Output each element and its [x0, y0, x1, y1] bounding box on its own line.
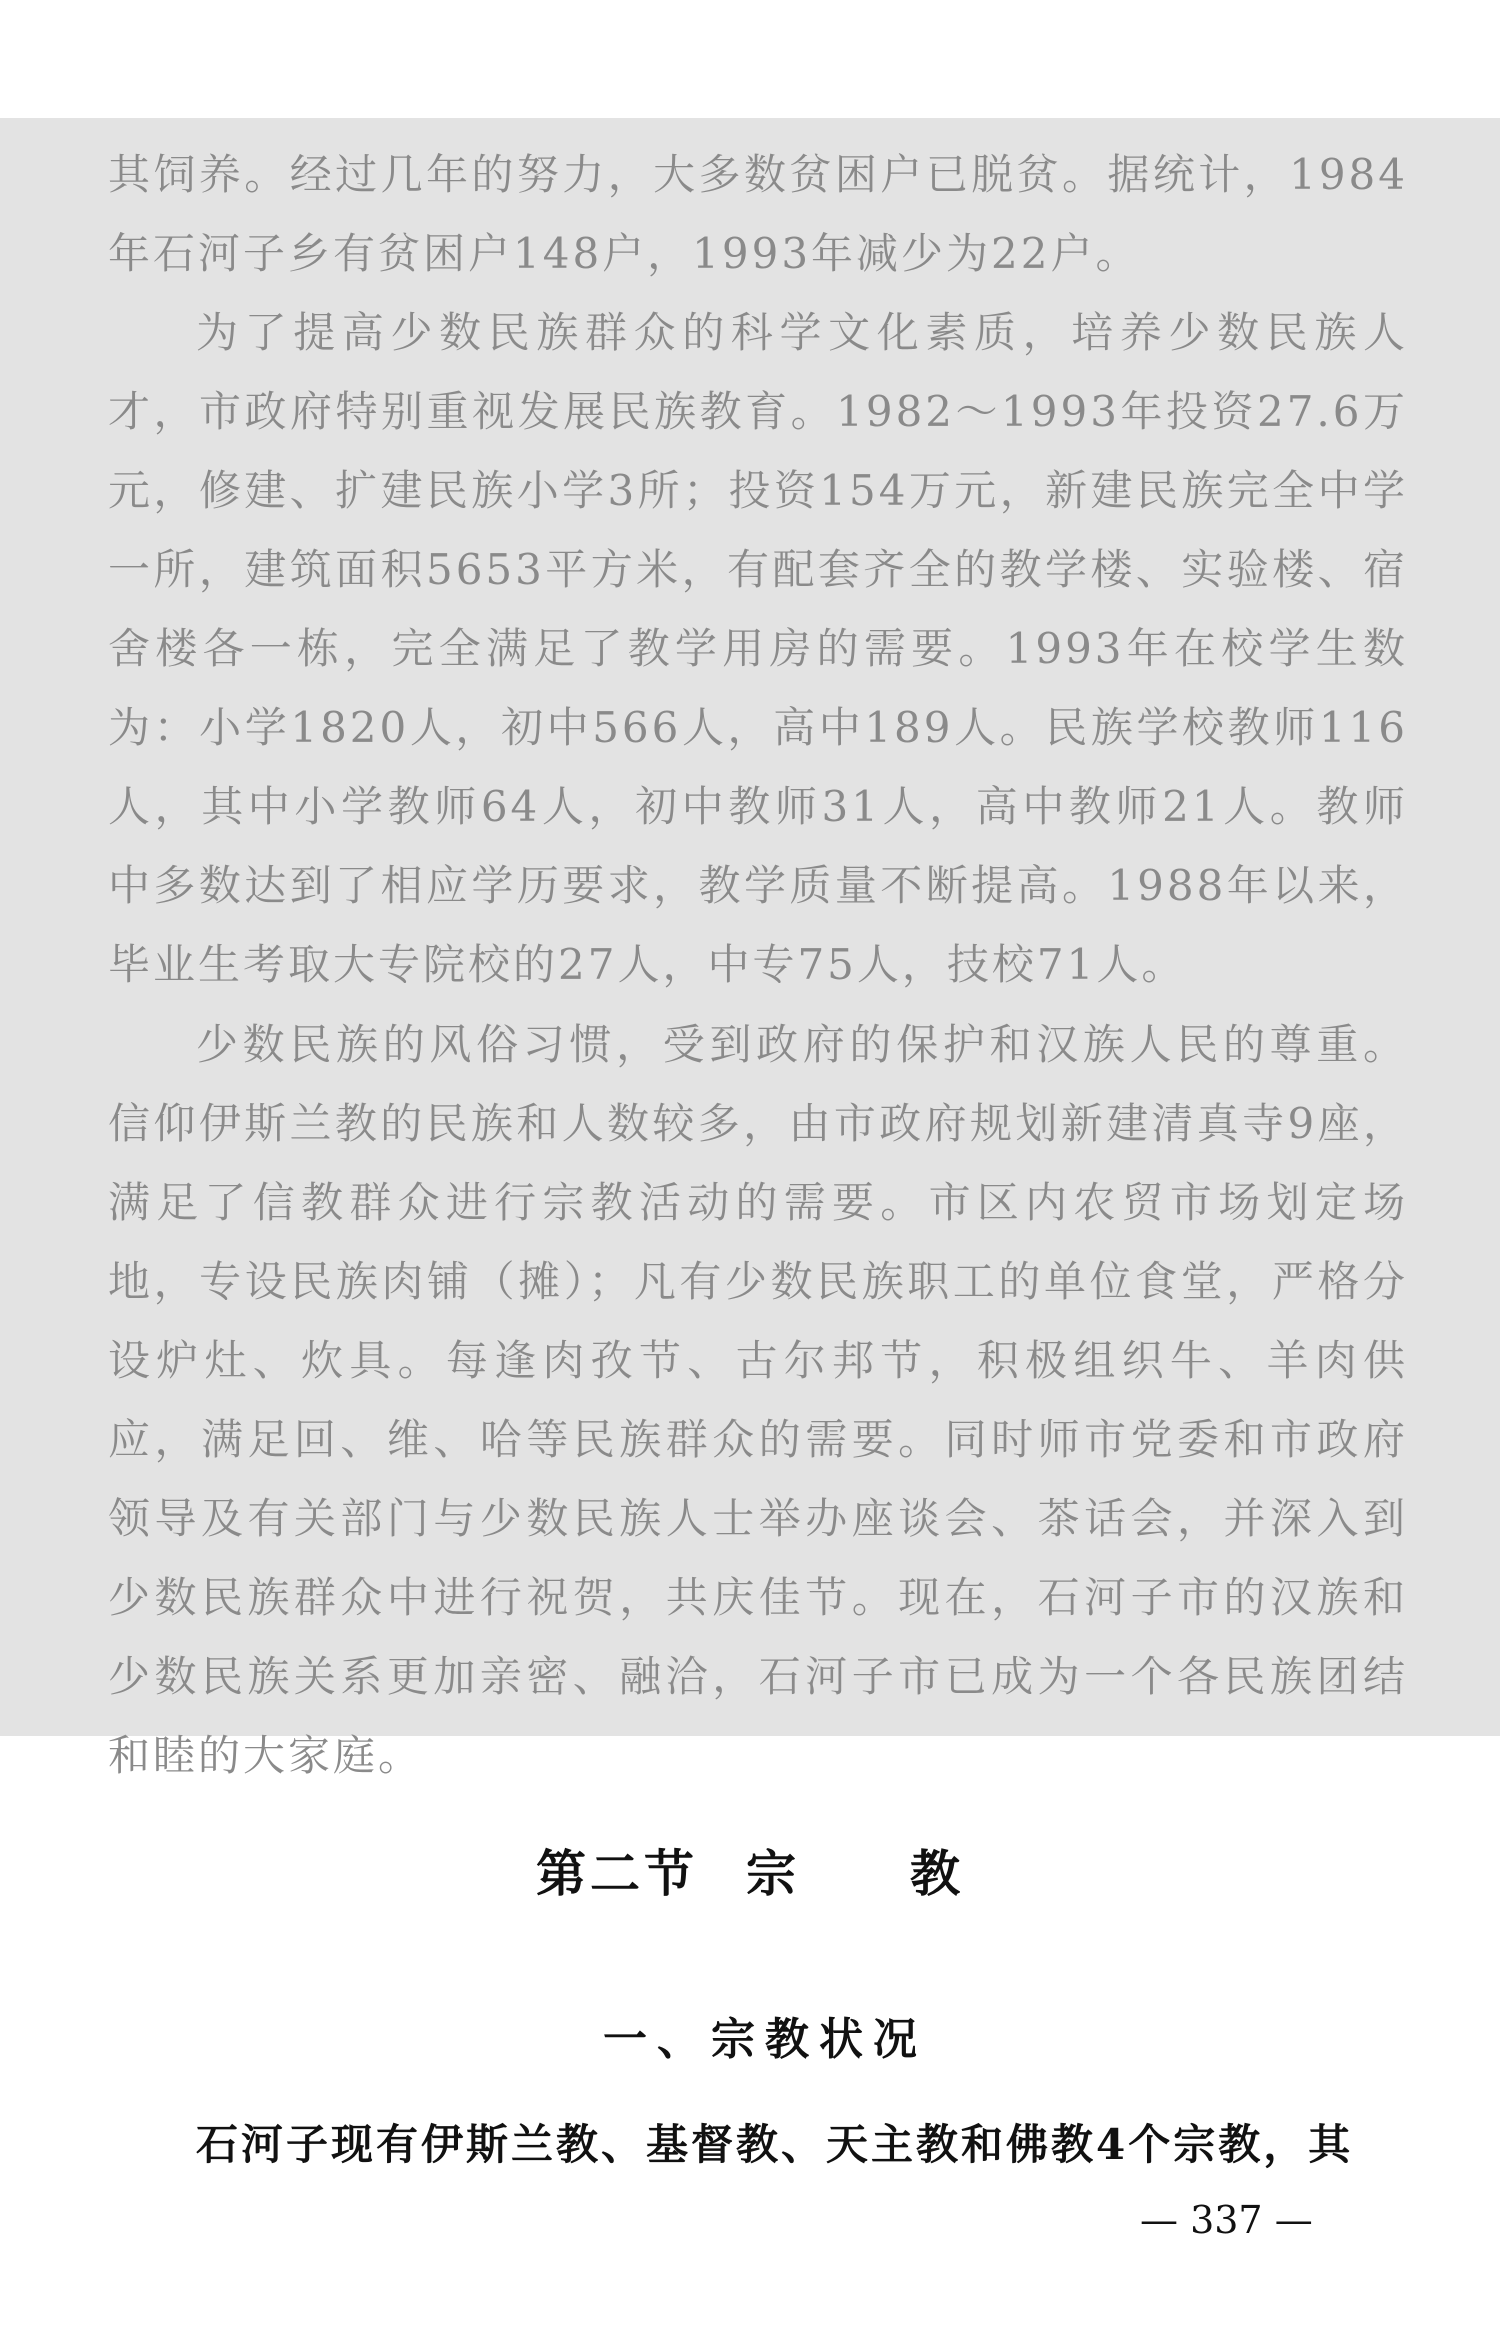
body-text-line: 石河子现有伊斯兰教、基督教、天主教和佛教4个宗教，其	[196, 2120, 1354, 2169]
paragraph-poverty: 其饲养。经过几年的努力，大多数贫困户已脱贫。据统计，1984年石河子乡有贫困户148户，1993年减少为22户。	[108, 150, 1408, 278]
section-title-char-1: 宗	[746, 1844, 800, 1903]
page-number: — 337 —	[1140, 2198, 1313, 2242]
paragraph-education: 为了提高少数民族群众的科学文化素质，培养少数民族人才，市政府特别重视发展民族教育。1982～1993年投资27.6万元，修建、扩建民族小学3所；投资154万元，新建民族完全中学一所，建筑面积5653平方米，有配套齐全的教学楼、实验楼、宿舍楼各一栋，完全满足了教学用房的需要。1993年在校学生数为：小学1820人，初中566人，高中189人。民族学校教师116人，其中小学教师64人，初中教师31人，高中教师21人。教师中多数达到了相应学历要求，教学质量不断提高。1988年以来，毕业生考取大专院校的27人，中专75人，技校71人。	[108, 308, 1408, 989]
subsection-heading: 一、宗教状况	[603, 2014, 927, 2065]
section-heading	[0, 1834, 1500, 1906]
section-number: 第二节	[536, 1844, 698, 1903]
section-title-char-2: 教	[910, 1844, 964, 1903]
paragraph-customs: 少数民族的风俗习惯，受到政府的保护和汉族人民的尊重。信仰伊斯兰教的民族和人数较多，由市政府规划新建清真寺9座，满足了信教群众进行宗教活动的需要。市区内农贸市场划定场地，专设民族肉铺（摊）；凡有少数民族职工的单位食堂，严格分设炉灶、炊具。每逢肉孜节、古尔邦节，积极组织牛、羊肉供应，满足回、维、哈等民族群众的需要。同时师市党委和市政府领导及有关部门与少数民族人士举办座谈会、茶话会，并深入到少数民族群众中进行祝贺，共庆佳节。现在，石河子市的汉族和少数民族关系更加亲密、融洽，石河子市已成为一个各民族团结和睦的大家庭。	[108, 1020, 1408, 1780]
